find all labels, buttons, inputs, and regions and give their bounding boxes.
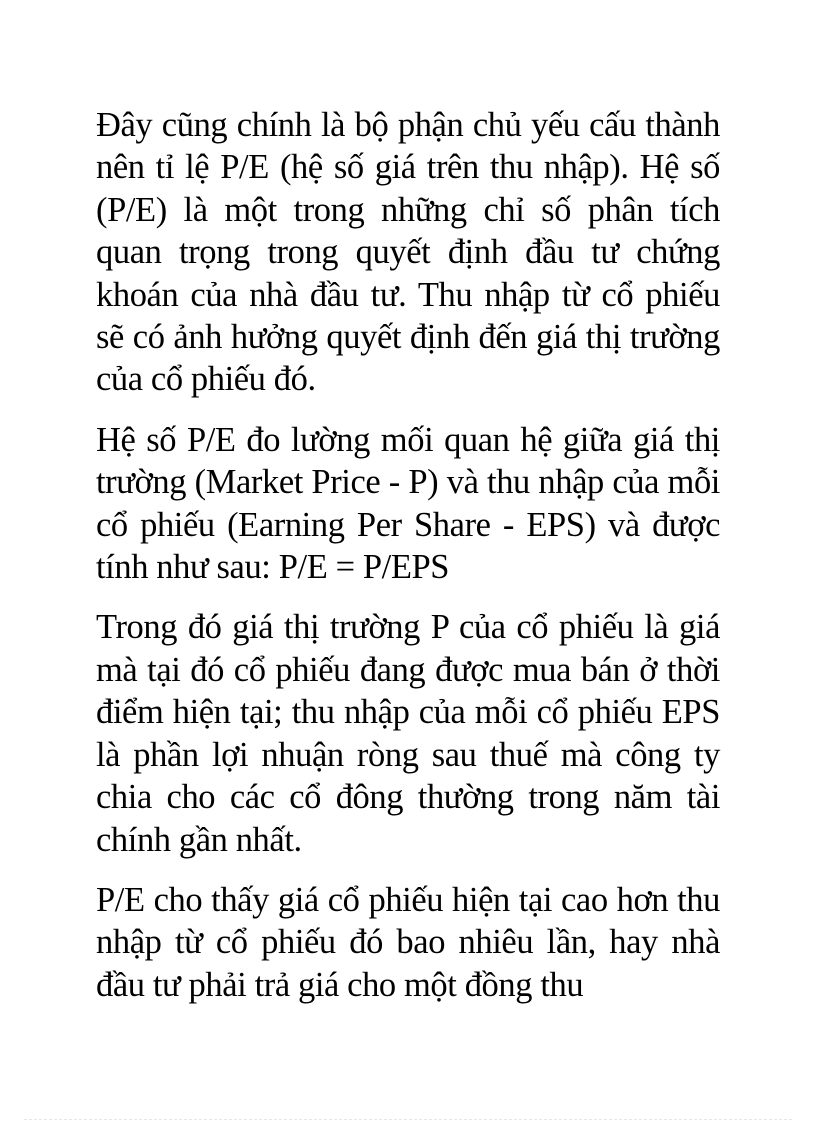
paragraph-pe-intro: Đây cũng chính là bộ phận chủ yếu cấu thành nên tỉ lệ P/E (hệ số giá trên thu nhập). Hệ số (P/E) là một trong những chỉ số phân tích quan trọng trong quyết định đầu tư chứng khoán của nhà đầu tư. Thu nhập từ cổ phiếu sẽ có ảnh hưởng quyết định đến giá thị trường của cổ phiếu đó. [96, 106, 720, 399]
page-bottom-divider [24, 1119, 792, 1120]
paragraph-pe-definition: Hệ số P/E đo lường mối quan hệ giữa giá thị trường (Market Price - P) và thu nhập của mỗi cổ phiếu (Earning Per Share - EPS) và được tính như sau: P/E = P/EPS [96, 420, 720, 587]
paragraph-price-eps-explanation: Trong đó giá thị trường P của cổ phiếu là giá mà tại đó cổ phiếu đang được mua bán ở thời điểm hiện tại; thu nhập của mỗi cổ phiếu EPS là phần lợi nhuận ròng sau thuế mà công ty chia cho các cổ đông thường trong năm tài chính gần nhất. [96, 608, 720, 859]
document-body [96, 104, 720, 1024]
paragraph-pe-meaning: P/E cho thấy giá cổ phiếu hiện tại cao hơn thu nhập từ cổ phiếu đó bao nhiêu lần, hay nhà đầu tư phải trả giá cho một đồng thu [96, 880, 720, 1004]
